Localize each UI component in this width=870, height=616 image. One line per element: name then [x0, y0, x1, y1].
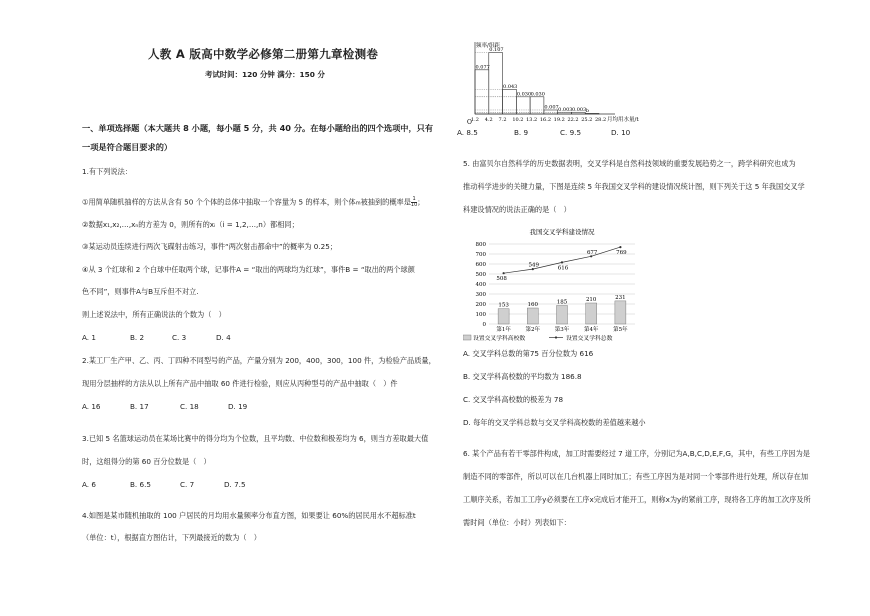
bar — [557, 306, 568, 325]
histogram-bar — [489, 53, 503, 114]
q4-option-a: A. 8.5 — [457, 128, 478, 137]
legend-line-label: 设置交叉学科总数 — [566, 336, 613, 342]
q1-s1-den: 10 — [410, 202, 418, 208]
x-tick-label: 13.2 — [526, 117, 538, 123]
chart-title: 我国交叉学科建设情况 — [529, 228, 595, 236]
x-tick-label: 22.2 — [567, 117, 579, 123]
q5-option-d: D. 每年的交叉学科总数与交叉学科高校数的差值越来越小 — [463, 418, 646, 427]
right-column — [455, 0, 870, 616]
q1-statement-2: ②数据x₁,x₂,…,xₙ的方差为 0，则所有的xᵢ（i = 1,2,…,n）都相同； — [82, 220, 299, 229]
legend-bar-swatch — [463, 335, 471, 340]
q1-s1-text-a: ①用简单随机抽样的方法从含有 50 个个体的总体中抽取一个容量为 5 的样本，则个体 — [82, 197, 356, 207]
exam-meta: 考试时间：120 分钟 满分：150 分 — [205, 70, 325, 79]
bar-value-label: 0.077 — [475, 64, 490, 71]
q3-option-d: D. 7.5 — [224, 480, 246, 489]
line-data-label: 677 — [586, 249, 598, 256]
q2-option-d: D. 19 — [228, 402, 248, 411]
q4-option-b: B. 9 — [514, 128, 529, 137]
combo-chart — [463, 226, 663, 346]
line-point — [503, 272, 505, 274]
line-data-label: 549 — [528, 262, 540, 269]
bar-value-label: 0.003 — [571, 106, 587, 113]
section-heading: 一、单项选择题（本大题共 8 小题，每小题 5 分，共 40 分。在每小题给出的四个选项中，只有 — [82, 123, 434, 133]
q5-option-b: B. 交叉学科高校数的平均数为 186.8 — [463, 372, 582, 381]
q3-stem: 3.已知 5 名篮球运动员在某场比赛中的得分均为个位数，且平均数、中位数和极差均为 6，则当方差取最大值 — [82, 434, 429, 443]
y-tick-label: 800 — [475, 242, 486, 248]
q1-option-c: C. 3 — [172, 333, 187, 342]
q2-option-c: C. 18 — [180, 402, 199, 411]
bar-data-label: 210 — [585, 297, 597, 303]
q1-s1-end: ； — [417, 197, 425, 207]
x-tick-label: 10.2 — [512, 117, 524, 123]
x-axis-label: 月均用水量/t — [607, 117, 639, 123]
bar — [527, 308, 538, 324]
q4-option-c: C. 9.5 — [560, 128, 582, 137]
q5-option-a: A. 交叉学科总数的第75 百分位数为 616 — [463, 349, 594, 358]
q6-stem-cont2: 工顺序关系，若加工工序y必须要在工序x完成后才能开工，则称x为y的紧前工序，现将各工序的加工次序及所 — [463, 495, 811, 504]
bar-data-label: 153 — [498, 302, 509, 309]
histogram-bar — [503, 89, 517, 114]
q1-s1-var: m — [355, 200, 361, 207]
q1-s1-num: 1 — [412, 196, 416, 202]
line-data-label: 508 — [496, 276, 507, 283]
histogram-bar — [516, 97, 530, 114]
line-data-label: 616 — [557, 265, 569, 272]
category-label: 第3年 — [554, 327, 570, 333]
y-tick-label: 700 — [475, 252, 486, 258]
q3-stem-cont: 时，这组得分的第 60 百分位数是（ ） — [82, 457, 211, 466]
y-tick-label: 400 — [475, 282, 486, 288]
line-point — [561, 261, 563, 263]
bar-data-label: 160 — [527, 302, 539, 308]
q1-ask: 则上述说法中，所有正确说法的个数为（ ） — [82, 310, 226, 319]
q4-stem: 4.如图是某市随机抽取的 100 户居民的月均用水量频率分布直方图，如果要让 60%的居民用水不超标准t — [82, 511, 416, 520]
bar-value-label: 0.043 — [503, 83, 518, 90]
y-tick-label: 600 — [475, 262, 486, 268]
q5-stem: 5. 由富贝尔自然科学的历史数据表明，交叉学科是自然科技领域的重要发展趋势之一，跨学科研究也成为 — [463, 159, 796, 168]
y-tick-label: 100 — [475, 312, 486, 318]
q1-option-a: A. 1 — [82, 333, 96, 342]
x-tick-label: 28.2 — [595, 117, 607, 123]
q1-option-b: B. 2 — [130, 333, 145, 342]
y-tick-label: 500 — [475, 272, 486, 278]
x-tick-label: 19.2 — [553, 117, 565, 123]
q3-option-a: A. 6 — [82, 480, 96, 489]
y-tick-label: 300 — [475, 292, 486, 298]
bar — [586, 303, 597, 324]
q2-stem: 2.某工厂生产甲、乙、丙、丁四种不同型号的产品，产量分别为 200，400，300，100 件，为检验产品质量， — [82, 356, 436, 365]
bar-value-label: 0.107 — [489, 47, 504, 54]
page-title: 人教 A 版高中数学必修第二册第九章检测卷 — [148, 47, 379, 61]
bar-value-label: 0.007 — [544, 104, 559, 111]
y-axis-label: 频率/组距 — [476, 43, 500, 49]
bar — [498, 309, 509, 324]
q1-statement-4: ④从 3 个红球和 2 个白球中任取两个球，记事件A = “取出的两球均为红球”，事件B = “取出的两个球颜 — [82, 265, 415, 274]
q5-stem-cont: 推动科学进步的关键力量，下图是连续 5 年我国交叉学科的建设情况统计图，则下列关于这 5 年我国交叉学 — [463, 182, 805, 191]
q4-option-d: D. 10 — [611, 128, 631, 137]
bar — [615, 301, 626, 324]
q6-stem-cont3: 需时间（单位：小时）列表如下： — [463, 518, 571, 527]
legend-bar-label: 设置交叉学科高校数 — [473, 336, 526, 342]
q1-stem: 1.有下列说法： — [82, 167, 132, 176]
y-tick-label: 200 — [475, 302, 486, 308]
histogram-chart — [461, 40, 691, 128]
line-data-label: 769 — [616, 250, 627, 257]
q1-s1-text-b: 被抽到的概率是 — [360, 197, 411, 207]
q1-statement-1 — [82, 197, 424, 208]
x-tick-label: 25.2 — [581, 117, 593, 123]
q6-stem: 6. 某个产品有若干零部件构成，加工时需要经过 7 道工序，分别记为A,B,C,D,E,F,G，其中，有些工序因为是 — [463, 449, 810, 458]
category-label: 第1年 — [496, 327, 511, 333]
q5-option-c: C. 交叉学科高校数的极差为 78 — [463, 395, 564, 404]
x-tick-label: 4.2 — [484, 117, 493, 123]
x-tick-label: 16.2 — [539, 117, 552, 123]
line-point — [619, 246, 621, 248]
q1-option-d: D. 4 — [216, 333, 231, 342]
category-label: 第5年 — [613, 327, 628, 333]
q6-stem-cont: 制造不同的零部件，所以可以在几台机器上同时加工；有些工序因为是对同一个零部件进行处理，所以存在加 — [463, 472, 809, 481]
q2-stem-cont: 现用分层抽样的方法从以上所有产品中抽取 60 件进行检验，则应从丙种型号的产品中抽取（ ）件 — [82, 379, 398, 388]
origin-label: O — [467, 119, 472, 126]
q5-stem-cont2: 科建设情况的说法正确的是（ ） — [463, 205, 571, 214]
category-label: 第4年 — [583, 327, 599, 333]
bar-value-label: 0.003 — [558, 106, 573, 113]
section-heading-cont: 一项是符合题目要求的） — [82, 142, 173, 152]
q3-option-b: B. 6.5 — [130, 480, 151, 489]
q1-statement-3: ③某运动员连续进行两次飞碟射击练习，事件“两次射击都命中”的概率为 0.25； — [82, 242, 337, 251]
q1-statement-4-cont: 色不同”，则事件A与B互斥但不对立. — [82, 287, 199, 296]
category-label: 第2年 — [525, 327, 541, 333]
q2-option-b: B. 17 — [130, 402, 149, 411]
histogram-bar — [530, 97, 544, 114]
bar-value-label: 0.030 — [516, 91, 532, 98]
x-tick-label: 1.2 — [471, 117, 479, 123]
q4-stem-cont: （单位：t），根据直方图估计，下列最接近的数为（ ） — [82, 533, 261, 542]
bar-data-label: 231 — [615, 294, 626, 301]
histogram-bar — [544, 110, 558, 114]
bar-value-label: 0.030 — [530, 91, 545, 98]
q2-option-a: A. 16 — [82, 402, 101, 411]
q3-option-c: C. 7 — [180, 480, 195, 489]
bar-value-label: b — [585, 107, 589, 114]
bar-data-label: 185 — [556, 299, 568, 306]
legend-line-marker — [555, 336, 557, 338]
histogram-bar — [475, 70, 489, 114]
x-tick-label: 7.2 — [498, 117, 507, 123]
y-tick-label: 0 — [482, 322, 486, 328]
